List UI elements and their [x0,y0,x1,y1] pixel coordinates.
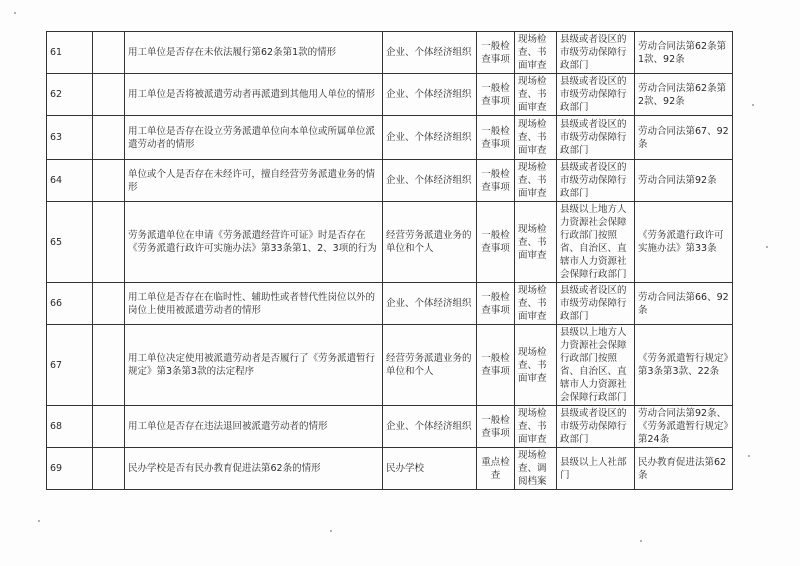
row-number: 69 [47,448,93,490]
inspection-subject: 企业、个体经济组织 [383,283,477,325]
inspection-subject: 经营劳务派遣业务的单位和个人 [383,202,477,283]
row-number: 65 [47,202,93,283]
table-row [47,74,733,116]
inspection-subject: 企业、个体经济组织 [383,32,477,74]
inspection-item: 用工单位是否存在违法退回被派遣劳动者的情形 [125,406,383,448]
inspection-subject: 企业、个体经济组织 [383,74,477,116]
inspection-method: 现场检查、书面审查 [515,325,557,406]
row-number: 68 [47,406,93,448]
row-gap [93,325,125,406]
scan-speck [38,520,40,522]
inspection-type: 一般检查事项 [477,406,515,448]
row-number: 64 [47,160,93,202]
inspection-item: 用工单位是否存在在临时性、辅助性或者替代性岗位以外的岗位上使用被派遣劳动者的情形 [125,283,383,325]
inspection-method: 现场检查、书面审查 [515,116,557,160]
inspection-method: 现场检查、书面审查 [515,406,557,448]
inspection-subject: 民办学校 [383,448,477,490]
inspection-item: 用工单位决定使用被派遣劳动者是否履行了《劳务派遣暂行规定》第3条第3款的法定程序 [125,325,383,406]
legal-basis: 劳动合同法第66、92条 [635,283,733,325]
row-number: 63 [47,116,93,160]
inspection-department: 县级以上人社部门 [557,448,635,490]
scan-speck [752,104,754,106]
row-gap [93,160,125,202]
scan-speck [14,12,16,14]
inspection-department: 县级或者设区的市级劳动保障行政部门 [557,116,635,160]
table-row [47,325,733,406]
inspection-subject: 企业、个体经济组织 [383,116,477,160]
row-number: 67 [47,325,93,406]
inspection-method: 现场检查、书面审查 [515,74,557,116]
table-row [47,32,733,74]
legal-basis: 《劳务派遣暂行规定》第3条第3款、22条 [635,325,733,406]
inspection-department: 县级或者设区的市级劳动保障行政部门 [557,283,635,325]
legal-basis: 劳动合同法第62条第2款、92条 [635,74,733,116]
legal-basis: 劳动合同法第92条、《劳务派遣暂行规定》第24条 [635,406,733,448]
inspection-method: 现场检查、调阅档案 [515,448,557,490]
legal-basis: 劳动合同法第92条 [635,160,733,202]
legal-basis: 《劳务派遣行政许可实施办法》第33条 [635,202,733,283]
inspection-item: 单位或个人是否存在未经许可，擅自经营劳务派遣业务的情形 [125,160,383,202]
inspection-method: 现场检查、书面审查 [515,160,557,202]
table-row [47,160,733,202]
row-number: 61 [47,32,93,74]
row-gap [93,448,125,490]
inspection-item: 民办学校是否有民办教育促进法第62条的情形 [125,448,383,490]
row-number: 66 [47,283,93,325]
inspection-item: 劳务派遣单位在申请《劳务派遣经营许可证》时是否存在《劳务派遣行政许可实施办法》第33条第1、2、3项的行为 [125,202,383,283]
legal-basis: 劳动合同法第62条第1款、92条 [635,32,733,74]
legal-basis: 劳动合同法第67、92条 [635,116,733,160]
inspection-type: 一般检查事项 [477,116,515,160]
inspection-items-table [46,31,733,490]
inspection-type: 重点检查 [477,448,515,490]
scan-speck [640,540,642,542]
legal-basis: 民办教育促进法第62条 [635,448,733,490]
row-gap [93,283,125,325]
inspection-subject: 企业、个体经济组织 [383,406,477,448]
scan-speck [330,530,332,532]
inspection-type: 一般检查事项 [477,325,515,406]
row-number: 62 [47,74,93,116]
inspection-item: 用工单位是否将被派遣劳动者再派遣到其他用人单位的情形 [125,74,383,116]
inspection-method: 现场检查、书面审查 [515,32,557,74]
inspection-department: 县级或者设区的市级劳动保障行政部门 [557,160,635,202]
row-gap [93,32,125,74]
inspection-department: 县级以上地方人力资源社会保障行政部门按照省、自治区、直辖市人力资源社会保障行政部门 [557,202,635,283]
inspection-method: 现场检查、书面审查 [515,202,557,283]
inspection-type: 一般检查事项 [477,283,515,325]
table-row [47,283,733,325]
table-row [47,448,733,490]
row-gap [93,116,125,160]
inspection-item: 用工单位是否存在设立劳务派遣单位向本单位或所属单位派遣劳动者的情形 [125,116,383,160]
row-gap [93,202,125,283]
inspection-department: 县级或者设区的市级劳动保障行政部门 [557,32,635,74]
table-row [47,406,733,448]
scan-speck [748,455,750,457]
inspection-type: 一般检查事项 [477,160,515,202]
inspection-department: 县级以上地方人力资源社会保障行政部门按照省、自治区、直辖市人力资源社会保障行政部门 [557,325,635,406]
inspection-department: 县级或者设区的市级劳动保障行政部门 [557,406,635,448]
inspection-subject: 经营劳务派遣业务的单位和个人 [383,325,477,406]
inspection-subject: 企业、个体经济组织 [383,160,477,202]
scan-speck [766,246,768,248]
inspection-type: 一般检查事项 [477,32,515,74]
table-row [47,202,733,283]
table-row [47,116,733,160]
inspection-type: 一般检查事项 [477,202,515,283]
inspection-type: 一般检查事项 [477,74,515,116]
inspection-department: 县级或者设区的市级劳动保障行政部门 [557,74,635,116]
inspection-method: 现场检查、书面审查 [515,283,557,325]
inspection-item: 用工单位是否存在未依法履行第62条第1款的情形 [125,32,383,74]
row-gap [93,406,125,448]
row-gap [93,74,125,116]
